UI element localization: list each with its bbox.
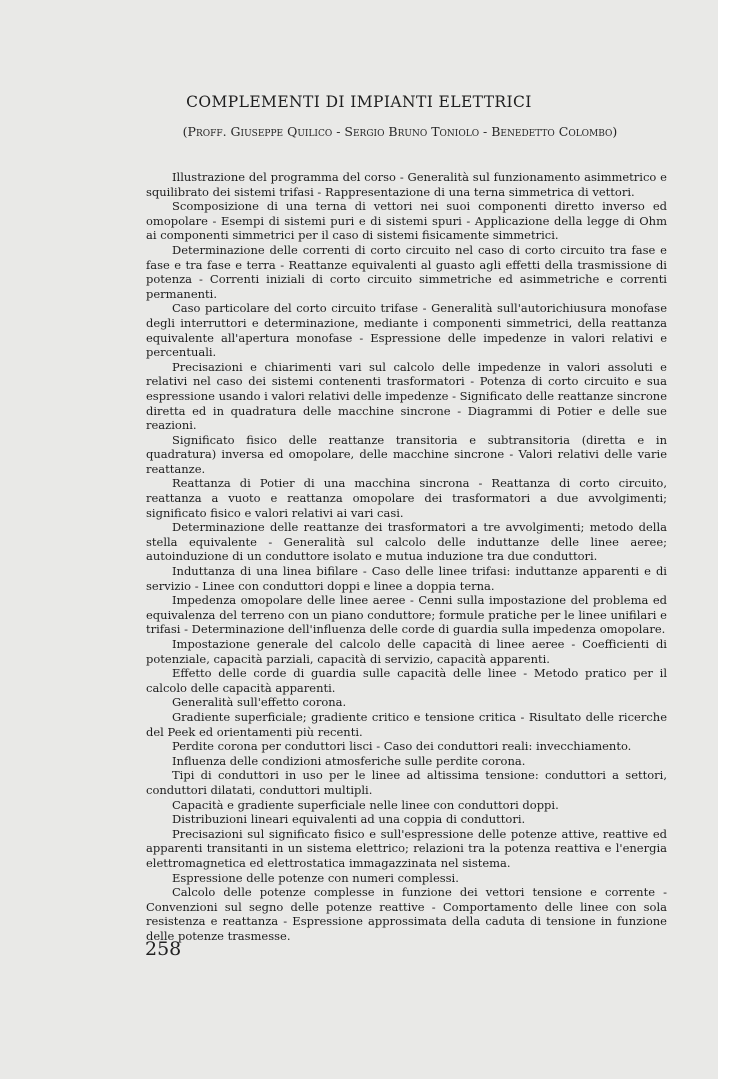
paragraph: Impostazione generale del calcolo delle capacità di linee aeree - Coefficienti di potenziale, capacità parziali, capacità di servizio, capacità apparenti. — [146, 637, 667, 666]
paragraph: Precisazioni sul significato fisico e sull'espressione delle potenze attive, reattive ed apparenti transitanti in un sistema elettrico; relazioni tra la potenza reattiva e l'energia elettromagnetica ed elettrostatica immagazzinata nel sistema. — [146, 826, 667, 870]
page-number: 258 — [145, 938, 182, 960]
paragraph: Determinazione delle correnti di corto circuito nel caso di corto circuito tra fase e fase e tra fase e terra - Reattanze equivalenti al guasto agli effetti della trasmissione di potenza - Correnti iniziali di corto circuito simmetriche ed asimmetriche e correnti permanenti. — [146, 242, 667, 301]
paragraph: Determinazione delle reattanze dei trasformatori a tre avvolgimenti; metodo della stella equivalente - Generalità sul calcolo delle induttanze delle linee aeree; autoinduzione di un conduttore isolato e mutua induzione tra due conduttori. — [146, 520, 667, 564]
paragraph: Influenza delle condizioni atmosferiche sulle perdite corona. — [172, 753, 526, 768]
paragraph: Precisazioni e chiarimenti vari sul calcolo delle impedenze in valori assoluti e relativi nel caso dei sistemi contenenti trasformatori - Potenza di corto circuito e sua espressione usando i valori relativi delle impedenze - Significato delle reattanze sincrone diretta ed in quadratura delle macchine sincrone - Diagrammi di Potier e delle sue reazioni. — [146, 359, 668, 433]
paragraph: Scomposizione di una terna di vettori nei suoi componenti diretto inverso ed omopolare - Esempi di sistemi puri e di sistemi spuri - Applicazione della legge di Ohm ai componenti simmetrici per il caso di sistemi fisicamente simmetrici. — [146, 199, 667, 243]
paragraph: Gradiente superficiale; gradiente critico e tensione critica - Risultato delle ricerche del Peek ed orientamenti più recenti. — [146, 709, 667, 739]
paragraph: Impedenza omopolare delle linee aeree - Cenni sulla impostazione del problema ed equivalenza del terreno con un piano conduttore; formule pratiche per le linee unifilari e trifasi - Determinazione dell'influenza delle corde di guardia sulla impedenza omopolare. — [146, 593, 667, 637]
paragraph: Calcolo delle potenze complesse in funzione dei vettori tensione e corrente - Convenzioni sul segno delle potenze reattive - Comportamento delle linee con sola resistenza e reattanza - Espressione approssimata della caduta di tensione in funzione delle potenze trasmesse. — [146, 885, 667, 943]
body-text — [146, 170, 667, 943]
paragraph: Significato fisico delle reattanze transitoria e subtransitoria (diretta e in quadratura) inversa ed omopolare, delle macchine sincrone - Valori relativi delle varie reattanze. — [146, 432, 667, 476]
page-title: COMPLEMENTI DI IMPIANTI ELETTRICI — [186, 93, 532, 111]
paragraph: Tipi di conduttori in uso per le linee ad altissima tensione: conduttori a settori, conduttori dilatati, conduttori multipli. — [146, 768, 667, 797]
paragraph: Distribuzioni lineari equivalenti ad una coppia di conduttori. — [172, 812, 526, 827]
paragraph: Induttanza di una linea bifilare - Caso delle linee trifasi: induttanze apparenti e di servizio - Linee con conduttori doppi e linee a doppia terna. — [146, 564, 667, 593]
paragraph: Capacità e gradiente superficiale nelle linee con conduttori doppi. — [172, 797, 559, 812]
paragraph: Caso particolare del corto circuito trifase - Generalità sull'autorichiusura monofase degli interruttori e determinazione, mediante i componenti simmetrici, della reattanza equivalente all'apertura monofase - Espressione delle impedenze in valori relativi e percentuali. — [146, 301, 667, 360]
page-gutter — [718, 0, 732, 1079]
paragraph: Effetto delle corde di guardia sulle capacità delle linee - Metodo pratico per il calcolo delle capacità apparenti. — [146, 666, 667, 695]
paragraph: Espressione delle potenze con numeri complessi. — [172, 870, 459, 885]
paragraph: Illustrazione del programma del corso - Generalità sul funzionamento asimmetrico e squilibrato dei sistemi trifasi - Rappresentazione di una terna simmetrica di vettori. — [146, 170, 667, 199]
authors-line: (Proff. Giuseppe Quilico - Sergio Bruno Toniolo - Benedetto Colombo) — [182, 124, 618, 139]
paragraph: Reattanza di Potier di una macchina sincrona - Reattanza di corto circuito, reattanza a vuoto e reattanza omopolare dei trasformatori a due avvolgimenti; significato fisico e valori relativi ai vari casi. — [146, 476, 667, 520]
paragraph: Generalità sull'effetto corona. — [172, 695, 347, 710]
paragraph: Perdite corona per conduttori lisci - Caso dei conduttori reali: invecchiamento. — [172, 739, 632, 754]
